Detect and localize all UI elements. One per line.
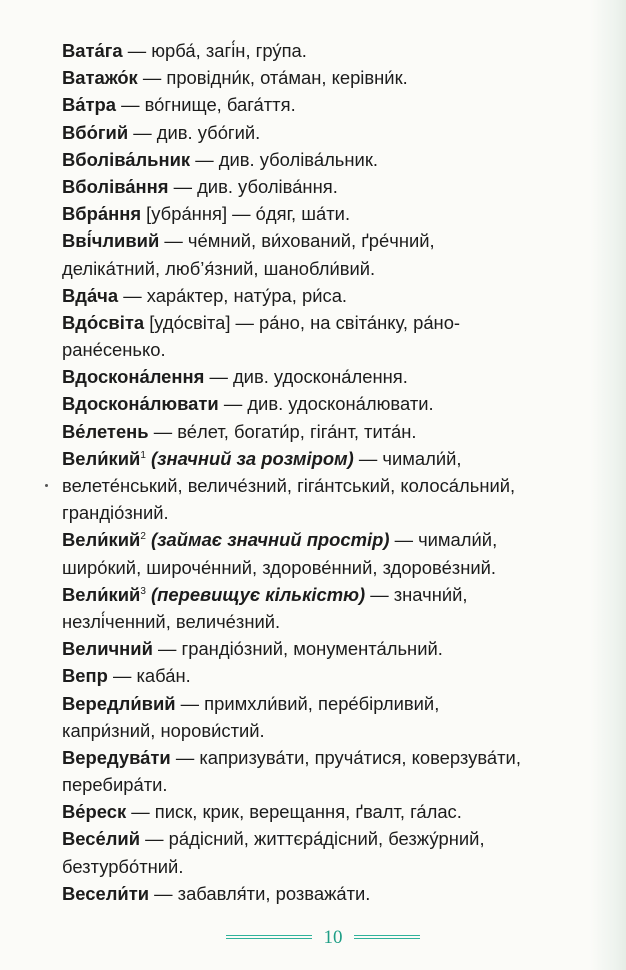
- entry-line: [62, 309, 610, 336]
- entry-line: [62, 64, 610, 91]
- headword: Вболіва́ння: [62, 175, 169, 197]
- synonyms: — капризува́ти, пруча́тися, коверзува́ти,: [170, 746, 521, 768]
- synonyms: — забавля́ти, розважа́ти.: [149, 882, 371, 904]
- entry-line: [62, 445, 610, 472]
- entry-line: [62, 744, 610, 771]
- synonyms: незлі́ченний, величе́зний.: [62, 610, 281, 632]
- synonyms: — ве́лет, богати́р, гіга́нт, тита́н.: [148, 420, 417, 442]
- synonyms: — провідни́к, ота́ман, керівни́к.: [137, 67, 408, 89]
- synonyms: — значни́й,: [365, 583, 468, 605]
- synonyms: — чимали́й,: [353, 447, 462, 469]
- page-footer: [0, 926, 626, 950]
- entry-line: [62, 690, 610, 717]
- synonyms: — юрба́, загі́н, гру́па.: [122, 40, 307, 61]
- entry-line: [62, 798, 610, 825]
- entry-continuation-line: [62, 853, 610, 880]
- headword: Вдоскона́лювати: [62, 393, 219, 415]
- headword: Вві́чливий: [62, 230, 160, 252]
- entry-line: [62, 825, 610, 852]
- headword: Вередува́ти: [62, 746, 171, 768]
- entry-line: [62, 390, 610, 417]
- synonyms: грандіо́зний.: [62, 502, 169, 524]
- footer-rule-right: [354, 935, 420, 939]
- synonyms: — писк, крик, верещання, ґвалт, га́лас.: [126, 801, 462, 823]
- synonyms: ране́сенько.: [62, 339, 166, 361]
- synonyms: [удо́світа] — ра́но, на світа́нку, ра́но-: [144, 311, 461, 333]
- headword: Вдо́світа: [62, 311, 145, 333]
- headword: Вдоскона́лення: [62, 366, 205, 388]
- headword: Вата́га: [62, 40, 123, 61]
- footer-rule-left: [226, 935, 312, 939]
- entry-continuation-line: [62, 499, 610, 526]
- synonyms: — див. убо́гий.: [128, 121, 261, 143]
- synonyms: перебира́ти.: [62, 774, 168, 796]
- headword: Вепр: [62, 665, 108, 687]
- entry-line: [62, 282, 610, 309]
- entry-list: [62, 37, 610, 907]
- headword: Вболіва́льник: [62, 148, 191, 170]
- entry-line: [62, 37, 610, 64]
- synonyms: велете́нський, величе́зний, гіга́нтський, колоса́льний,: [62, 475, 516, 496]
- synonyms: — див. уболіва́ння.: [168, 175, 338, 197]
- headword: Вда́ча: [62, 284, 119, 306]
- sense-number: 3: [140, 585, 146, 597]
- synonyms: — во́гнище, бага́ття.: [115, 94, 296, 116]
- headword: Вели́кий: [62, 529, 141, 551]
- usage-note: (значний за розміром): [145, 447, 354, 469]
- headword: Вередли́вий: [62, 692, 176, 714]
- entry-line: [62, 581, 610, 608]
- headword: Ве́реск: [62, 801, 127, 823]
- synonyms: широ́кий, широче́нний, здорове́нний, здорове́зний.: [62, 556, 497, 578]
- headword: Вбо́гий: [62, 121, 129, 143]
- entry-line: [62, 146, 610, 173]
- page-number: 10: [323, 927, 343, 948]
- headword: Величний: [62, 638, 153, 660]
- entry-line: [62, 526, 610, 553]
- synonyms: [убра́ння] — о́дяг, ша́ти.: [141, 203, 351, 225]
- synonyms: — чимали́й,: [389, 529, 498, 551]
- entry-continuation-line: [62, 717, 610, 744]
- headword: Вели́кий: [62, 583, 141, 605]
- entry-line: [62, 418, 610, 445]
- entry-line: [62, 635, 610, 662]
- synonyms: — грандіо́зний, монумента́льний.: [152, 638, 443, 660]
- entry-continuation-line: [62, 554, 610, 581]
- entry-continuation-line: [62, 255, 610, 282]
- headword: Ватажо́к: [62, 67, 138, 89]
- entry-line: [62, 662, 610, 689]
- entry-line: [62, 880, 610, 907]
- entry-line: [62, 173, 610, 200]
- entry-line: [62, 91, 610, 118]
- headword: Ва́тра: [62, 94, 116, 116]
- sense-number: 1: [140, 449, 146, 461]
- headword: Ве́летень: [62, 420, 149, 442]
- synonyms: — примхли́вий, пере́бірливий,: [175, 692, 440, 714]
- synonyms: — че́мний, ви́хований, ґре́чний,: [159, 230, 435, 252]
- headword: Весе́лий: [62, 828, 141, 850]
- entry-line: [62, 363, 610, 390]
- usage-note: (перевищує кількістю): [145, 583, 366, 605]
- entry-line: [62, 227, 610, 254]
- headword: Весели́ти: [62, 882, 150, 904]
- headword: Вели́кий: [62, 447, 141, 469]
- entry-continuation-line: [62, 608, 610, 635]
- ink-speck: [45, 484, 48, 487]
- synonyms: деліка́тний, люб’я́зний, шанобли́вий.: [62, 257, 376, 279]
- synonyms: — хара́ктер, нату́ра, ри́са.: [118, 284, 348, 306]
- headword: Вбра́ння: [62, 203, 142, 225]
- synonyms: — див. уболіва́льник.: [190, 148, 378, 170]
- synonyms: — див. удоскона́лення.: [204, 366, 408, 388]
- synonyms: безтурбо́тний.: [62, 855, 184, 877]
- sense-number: 2: [140, 531, 146, 543]
- entry-continuation-line: [62, 336, 610, 363]
- synonyms: — ра́дісний, життєра́дісний, безжу́рний,: [140, 828, 485, 850]
- entry-line: [62, 119, 610, 146]
- synonyms: капри́зний, норови́стий.: [62, 719, 265, 741]
- entry-continuation-line: [62, 472, 610, 499]
- synonyms: — каба́н.: [107, 665, 191, 687]
- entry-line: [62, 200, 610, 227]
- usage-note: (займає значний простір): [145, 529, 390, 551]
- synonyms: — див. удоскона́лювати.: [218, 393, 434, 415]
- entry-continuation-line: [62, 771, 610, 798]
